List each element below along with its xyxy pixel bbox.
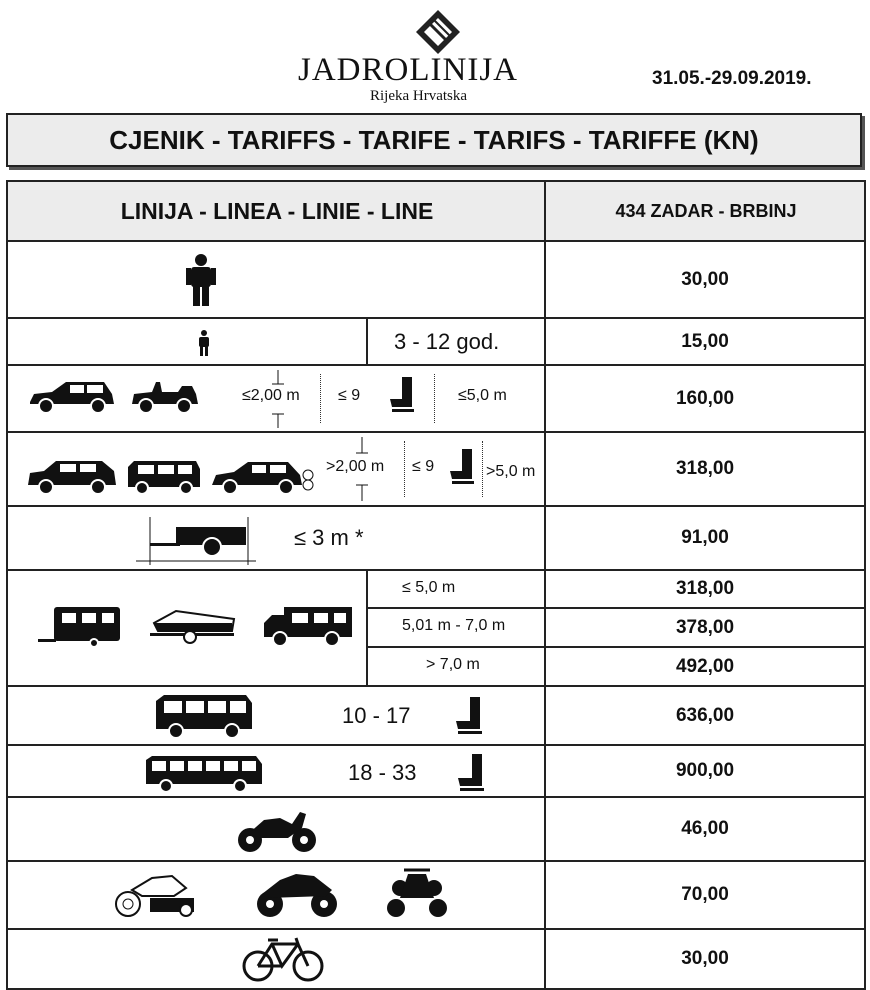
seat-range: 10 - 17 [342,703,411,728]
validity-dates: 31.05.-29.09.2019. [652,68,812,89]
price: 636,00 [675,704,735,726]
route-column-header: 434 ZADAR - BRBINJ [615,201,797,221]
seat-icon [388,375,418,415]
jadrolinija-logo-icon [412,6,464,58]
length-limit: ≤ 3 m * [294,525,364,550]
seat-icon [454,695,486,739]
price: 91,00 [681,527,729,548]
height-limit: ≤2,00 m [242,387,300,404]
table-row [6,862,866,930]
price: 46,00 [681,818,729,839]
price: 900,00 [675,760,735,781]
length-limit: >5,0 m [486,463,536,480]
caravan-icon [38,605,122,647]
table-header [6,180,866,242]
seat-limit: ≤ 9 [412,458,435,475]
price: 492,00 [675,655,735,677]
van-icon [126,459,202,495]
brand-name: JADROLINIJA [298,52,518,88]
length-range: ≤ 5,0 m [402,579,456,596]
line-column-header: LINIJA - LINEA - LINIE - LINE [120,198,434,224]
page-title: CJENIK - TARIFFS - TARIFE - TARIFS - TARIFFE (KN) [109,125,759,155]
seat-range: 18 - 33 [348,760,417,785]
height-arrows-icon [270,368,286,430]
price: 318,00 [675,578,735,599]
riding-mower-icon [112,868,198,918]
length-range: > 7,0 m [426,656,480,673]
price: 30,00 [681,948,729,969]
seat-icon [456,752,488,796]
car-icon [26,380,118,414]
price: 160,00 [675,387,735,409]
child-passenger-icon [196,330,212,356]
length-range: 5,01 m - 7,0 m [402,617,506,634]
height-limit: >2,00 m [326,458,385,475]
suv-icon [26,459,118,495]
height-arrows-icon [354,435,370,503]
table-row [6,433,866,507]
trailer-icon [136,515,256,567]
table-row [6,242,866,319]
camper-icon [262,605,354,647]
table-row [6,571,866,687]
table-row [6,746,866,798]
seat-icon [448,447,478,487]
price: 15,00 [681,330,729,352]
length-limit: ≤5,0 m [458,387,507,404]
atv-icon [252,866,342,918]
seat-limit: ≤ 9 [338,387,361,404]
bicycle-icon [240,936,326,980]
brand-subtitle: Rijeka Hrvatska [370,88,468,104]
table-row [6,507,866,571]
table-row [6,366,866,433]
age-condition: 3 - 12 god. [394,329,500,354]
adult-passenger-icon [184,254,218,306]
quad-icon [384,868,450,918]
table-row [6,319,866,366]
table-row [6,798,866,862]
bus-icon [144,754,264,794]
price: 30,00 [681,268,729,290]
boat-trailer-icon [148,609,238,645]
title-bar [6,113,862,167]
table-row [6,930,866,990]
car-with-bikes-icon [208,459,318,495]
price: 318,00 [675,458,735,479]
jeep-icon [130,378,200,414]
minibus-icon [154,693,254,739]
price: 378,00 [675,616,735,638]
motorcycle-icon [234,804,320,854]
price: 70,00 [681,884,729,905]
table-row [6,687,866,746]
